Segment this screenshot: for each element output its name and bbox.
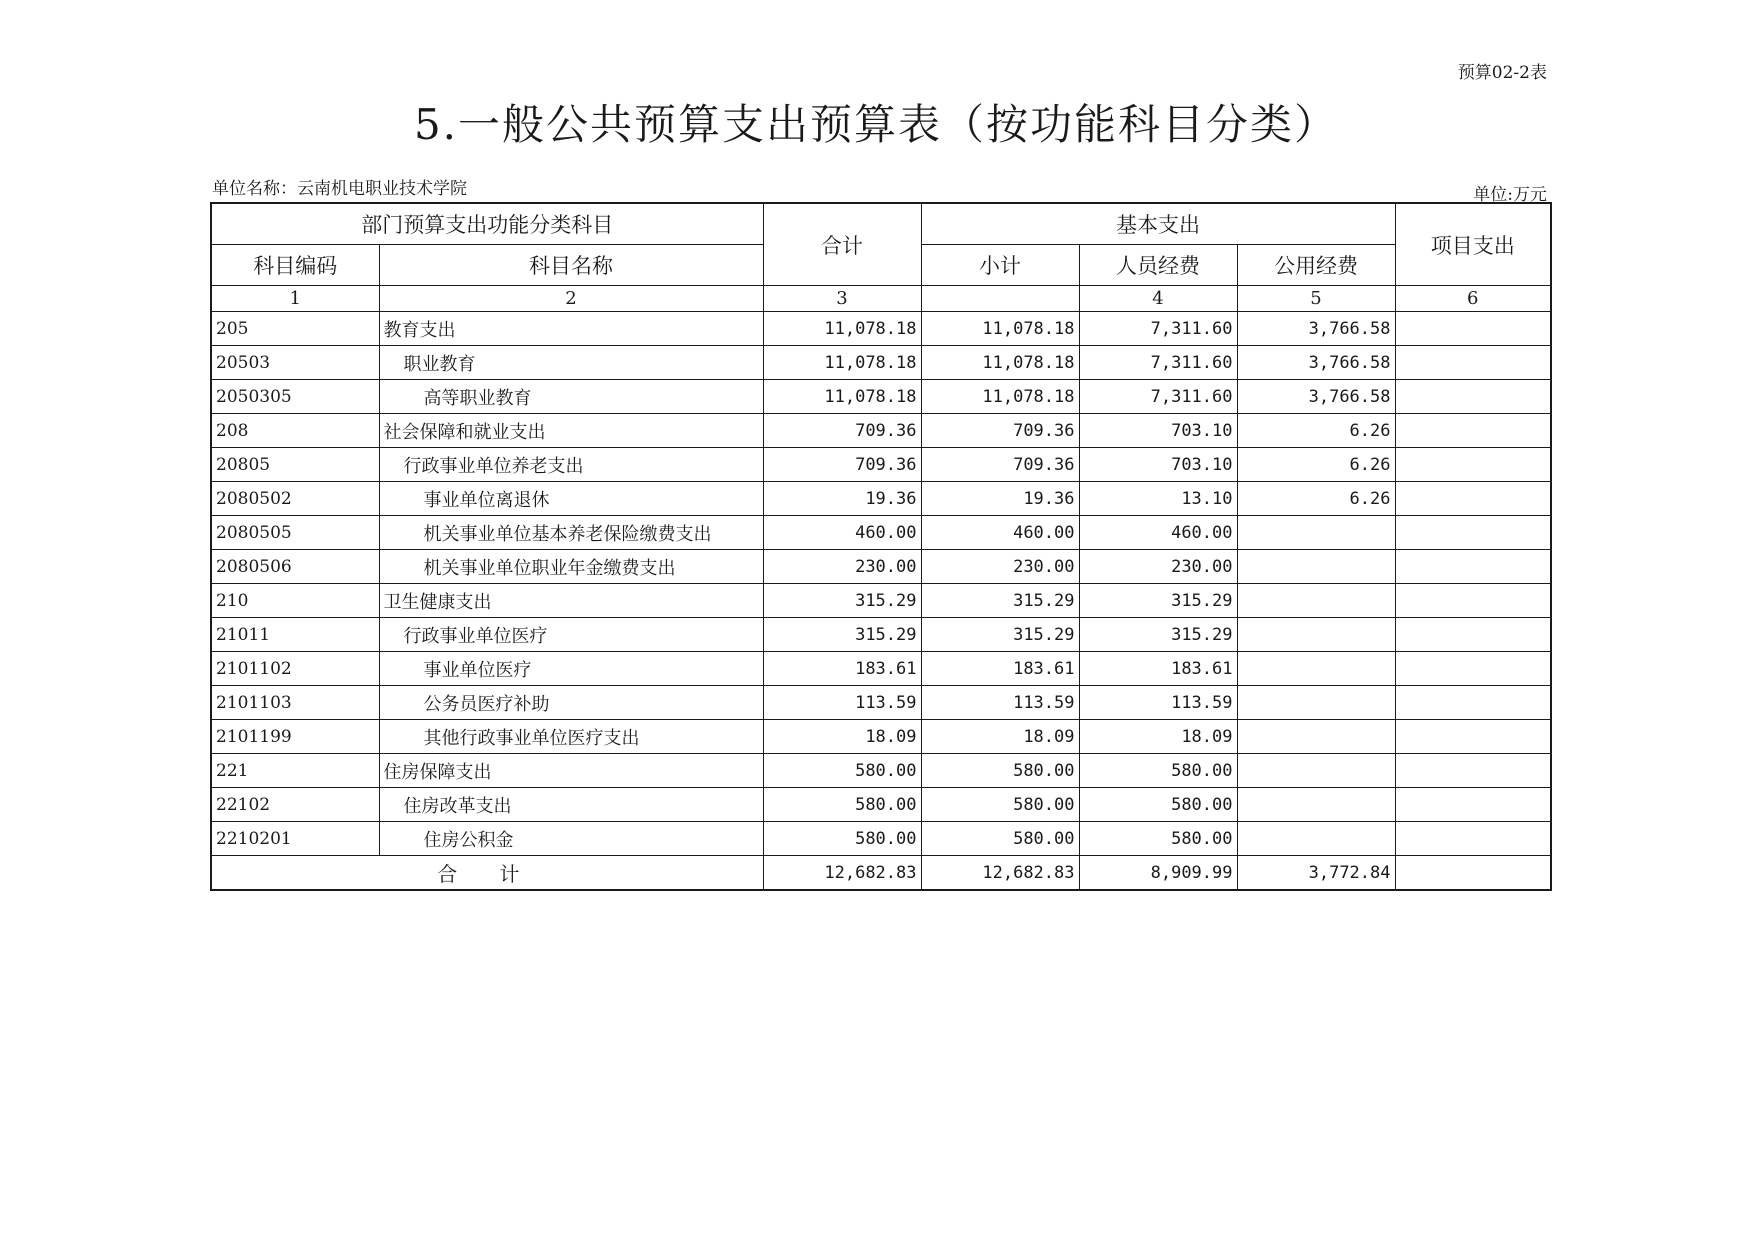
code-cell: 210	[211, 584, 379, 618]
name-cell: 行政事业单位医疗	[379, 618, 763, 652]
personnel-cell: 113.59	[1079, 686, 1237, 720]
personnel-cell: 315.29	[1079, 618, 1237, 652]
total-subtotal-cell: 12,682.83	[921, 856, 1079, 891]
dept-group-header: 部门预算支出功能分类科目	[211, 203, 763, 245]
name-cell: 社会保障和就业支出	[379, 414, 763, 448]
total-cell: 580.00	[763, 754, 921, 788]
personnel-cell: 18.09	[1079, 720, 1237, 754]
total-project-cell	[1395, 856, 1551, 891]
total-cell: 11,078.18	[763, 380, 921, 414]
total-cell: 580.00	[763, 788, 921, 822]
public-cell	[1237, 822, 1395, 856]
public-cell	[1237, 618, 1395, 652]
personnel-cell: 580.00	[1079, 822, 1237, 856]
index-cell: 6	[1395, 286, 1551, 312]
budget-table	[210, 202, 1552, 891]
index-cell: 1	[211, 286, 379, 312]
total-row	[211, 856, 1551, 891]
project-cell	[1395, 618, 1551, 652]
subtotal-cell: 315.29	[921, 584, 1079, 618]
project-cell	[1395, 686, 1551, 720]
table-row	[211, 448, 1551, 482]
project-cell	[1395, 448, 1551, 482]
project-cell	[1395, 414, 1551, 448]
name-cell: 高等职业教育	[379, 380, 763, 414]
project-cell	[1395, 720, 1551, 754]
code-cell: 2050305	[211, 380, 379, 414]
total-cell: 183.61	[763, 652, 921, 686]
name-cell: 卫生健康支出	[379, 584, 763, 618]
public-cell: 6.26	[1237, 414, 1395, 448]
public-cell: 6.26	[1237, 482, 1395, 516]
total-cell: 460.00	[763, 516, 921, 550]
table-row	[211, 550, 1551, 584]
public-cell: 3,766.58	[1237, 346, 1395, 380]
public-cell: 6.26	[1237, 448, 1395, 482]
code-cell: 208	[211, 414, 379, 448]
total-cell: 19.36	[763, 482, 921, 516]
project-cell	[1395, 346, 1551, 380]
total-cell: 709.36	[763, 448, 921, 482]
project-cell	[1395, 312, 1551, 346]
table-row	[211, 618, 1551, 652]
subtotal-cell: 19.36	[921, 482, 1079, 516]
table-row	[211, 516, 1551, 550]
total-cell: 580.00	[763, 822, 921, 856]
index-cell: 3	[763, 286, 921, 312]
table-row	[211, 414, 1551, 448]
table-row	[211, 754, 1551, 788]
public-cell	[1237, 754, 1395, 788]
code-cell: 2080505	[211, 516, 379, 550]
subtotal-cell: 18.09	[921, 720, 1079, 754]
basic-group-header: 基本支出	[921, 203, 1395, 245]
name-cell: 住房保障支出	[379, 754, 763, 788]
table-row	[211, 584, 1551, 618]
index-cell: 2	[379, 286, 763, 312]
total-cell: 315.29	[763, 584, 921, 618]
table-row	[211, 312, 1551, 346]
currency-unit: 单位:万元	[1473, 185, 1547, 205]
code-cell: 2101199	[211, 720, 379, 754]
total-cell: 230.00	[763, 550, 921, 584]
code-cell: 21011	[211, 618, 379, 652]
total-public-cell: 3,772.84	[1237, 856, 1395, 891]
form-number: 预算02-2表	[1457, 63, 1547, 83]
public-cell	[1237, 584, 1395, 618]
index-cell: 4	[1079, 286, 1237, 312]
name-cell: 住房公积金	[379, 822, 763, 856]
name-cell: 教育支出	[379, 312, 763, 346]
personnel-header: 人员经费	[1079, 245, 1237, 286]
project-cell	[1395, 516, 1551, 550]
table-row	[211, 652, 1551, 686]
subtotal-cell: 580.00	[921, 822, 1079, 856]
public-cell: 3,766.58	[1237, 312, 1395, 346]
personnel-cell: 7,311.60	[1079, 380, 1237, 414]
personnel-cell: 7,311.60	[1079, 312, 1237, 346]
code-cell: 2101103	[211, 686, 379, 720]
table-row	[211, 686, 1551, 720]
name-cell: 机关事业单位职业年金缴费支出	[379, 550, 763, 584]
subtotal-cell: 11,078.18	[921, 312, 1079, 346]
personnel-cell: 315.29	[1079, 584, 1237, 618]
code-cell: 2080502	[211, 482, 379, 516]
public-cell	[1237, 686, 1395, 720]
personnel-cell: 703.10	[1079, 448, 1237, 482]
project-cell	[1395, 380, 1551, 414]
name-header: 科目名称	[379, 245, 763, 286]
code-cell: 20503	[211, 346, 379, 380]
table-row	[211, 822, 1551, 856]
project-cell	[1395, 822, 1551, 856]
table-row	[211, 720, 1551, 754]
total-cell: 113.59	[763, 686, 921, 720]
personnel-cell: 13.10	[1079, 482, 1237, 516]
table-row	[211, 380, 1551, 414]
subtotal-cell: 709.36	[921, 414, 1079, 448]
personnel-cell: 703.10	[1079, 414, 1237, 448]
personnel-cell: 580.00	[1079, 788, 1237, 822]
public-cell	[1237, 516, 1395, 550]
name-cell: 公务员医疗补助	[379, 686, 763, 720]
project-cell	[1395, 584, 1551, 618]
subtotal-cell: 113.59	[921, 686, 1079, 720]
public-cell: 3,766.58	[1237, 380, 1395, 414]
subtotal-cell: 580.00	[921, 788, 1079, 822]
total-cell: 11,078.18	[763, 346, 921, 380]
name-cell: 住房改革支出	[379, 788, 763, 822]
total-cell: 315.29	[763, 618, 921, 652]
name-cell: 行政事业单位养老支出	[379, 448, 763, 482]
subtotal-cell: 580.00	[921, 754, 1079, 788]
table-row	[211, 482, 1551, 516]
index-row	[211, 286, 1551, 312]
code-cell: 2101102	[211, 652, 379, 686]
public-header: 公用经费	[1237, 245, 1395, 286]
code-cell: 2080506	[211, 550, 379, 584]
subtotal-cell: 709.36	[921, 448, 1079, 482]
project-cell	[1395, 550, 1551, 584]
subtotal-cell: 11,078.18	[921, 346, 1079, 380]
total-cell: 18.09	[763, 720, 921, 754]
name-cell: 其他行政事业单位医疗支出	[379, 720, 763, 754]
page-title: 5.一般公共预算支出预算表（按功能科目分类）	[413, 100, 1339, 149]
project-cell	[1395, 754, 1551, 788]
public-cell	[1237, 788, 1395, 822]
public-cell	[1237, 720, 1395, 754]
name-cell: 事业单位医疗	[379, 652, 763, 686]
name-cell: 职业教育	[379, 346, 763, 380]
project-cell	[1395, 652, 1551, 686]
total-header: 合计	[763, 203, 921, 286]
project-header: 项目支出	[1395, 203, 1551, 286]
personnel-cell: 7,311.60	[1079, 346, 1237, 380]
name-cell: 机关事业单位基本养老保险缴费支出	[379, 516, 763, 550]
name-cell: 事业单位离退休	[379, 482, 763, 516]
subtotal-cell: 460.00	[921, 516, 1079, 550]
unit-name: 单位名称：云南机电职业技术学院	[212, 179, 467, 199]
personnel-cell: 580.00	[1079, 754, 1237, 788]
subtotal-cell: 183.61	[921, 652, 1079, 686]
personnel-cell: 460.00	[1079, 516, 1237, 550]
subtotal-cell: 11,078.18	[921, 380, 1079, 414]
total-cell: 11,078.18	[763, 312, 921, 346]
total-row-label: 合 计	[211, 856, 763, 891]
code-cell: 221	[211, 754, 379, 788]
table-row	[211, 788, 1551, 822]
public-cell	[1237, 652, 1395, 686]
project-cell	[1395, 482, 1551, 516]
code-cell: 2210201	[211, 822, 379, 856]
total-cell: 709.36	[763, 414, 921, 448]
subtotal-header: 小计	[921, 245, 1079, 286]
total-total-cell: 12,682.83	[763, 856, 921, 891]
total-personnel-cell: 8,909.99	[1079, 856, 1237, 891]
header-row-1	[211, 203, 1551, 245]
personnel-cell: 230.00	[1079, 550, 1237, 584]
code-header: 科目编码	[211, 245, 379, 286]
personnel-cell: 183.61	[1079, 652, 1237, 686]
table-row	[211, 346, 1551, 380]
index-cell: 5	[1237, 286, 1395, 312]
index-cell	[921, 286, 1079, 312]
code-cell: 205	[211, 312, 379, 346]
project-cell	[1395, 788, 1551, 822]
subtotal-cell: 230.00	[921, 550, 1079, 584]
subtotal-cell: 315.29	[921, 618, 1079, 652]
code-cell: 22102	[211, 788, 379, 822]
public-cell	[1237, 550, 1395, 584]
code-cell: 20805	[211, 448, 379, 482]
